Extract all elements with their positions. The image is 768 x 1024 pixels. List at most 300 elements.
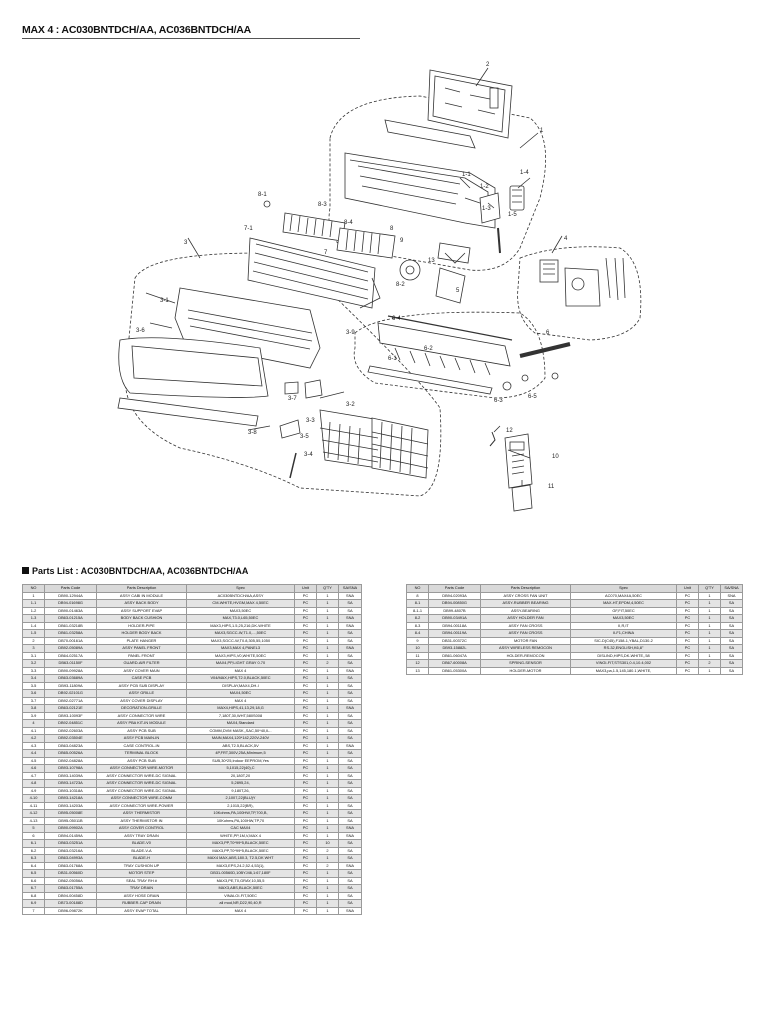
table-cell: DB95-05008E xyxy=(45,810,97,818)
table-cell: 1 xyxy=(699,622,721,630)
table-cell: DB93-10093F xyxy=(45,712,97,720)
callout-6-4: 6-4 xyxy=(392,316,401,322)
table-cell: PC xyxy=(295,712,317,720)
callout-1-4: 1-4 xyxy=(520,170,529,176)
table-cell: SA xyxy=(339,787,362,795)
table-cell: 4-10 xyxy=(23,795,45,803)
table-cell: GF,FIT,50EC xyxy=(571,607,677,615)
table-cell: ASSY THERMISTOR IN xyxy=(97,817,187,825)
table-row xyxy=(23,885,362,893)
column-header: Parts Code xyxy=(429,585,481,593)
table-row xyxy=(407,600,743,608)
table-cell: SNA xyxy=(339,742,362,750)
table-cell: DB61-06047A xyxy=(429,652,481,660)
callout-3-9: 3-9 xyxy=(346,330,355,336)
table-cell: 1 xyxy=(317,877,339,885)
table-row xyxy=(407,607,743,615)
table-row xyxy=(23,600,362,608)
table-cell: 1 xyxy=(317,900,339,908)
table-cell: DB90-03491A xyxy=(429,615,481,623)
table-cell: 2 xyxy=(317,847,339,855)
table-cell: RUBBER-CAP DRAIN xyxy=(97,900,187,908)
table-row xyxy=(23,810,362,818)
table-cell: SA xyxy=(721,660,743,668)
table-cell: PC xyxy=(295,697,317,705)
table-cell: MAX3,HIPS,V0,WHITE,50EC xyxy=(187,652,295,660)
table-cell: 1 xyxy=(317,780,339,788)
table-cell: 2,1015,22(BR), xyxy=(187,802,295,810)
table-cell: 1 xyxy=(317,735,339,743)
spring-sensor-part xyxy=(490,432,495,446)
table-cell: TRAY DRAIN xyxy=(97,885,187,893)
table-cell: ASSY PCB SUB xyxy=(97,727,187,735)
table-cell: ASSY PCB MAIN-IN xyxy=(97,735,187,743)
front-panel-part xyxy=(118,288,320,426)
table-row xyxy=(23,742,362,750)
table-cell: DB93-11809A xyxy=(45,682,97,690)
table-row xyxy=(23,592,362,600)
table-cell: PC xyxy=(677,660,699,668)
table-cell: ABS,T2.5,BLACK,5V xyxy=(187,742,295,750)
table-cell: DB92-03504E xyxy=(45,735,97,743)
table-cell: 3-9 xyxy=(23,712,45,720)
table-cell: BLADE-V-A xyxy=(97,847,187,855)
table-row xyxy=(23,855,362,863)
table-cell: 1 xyxy=(317,667,339,675)
table-cell: DB94-02093A xyxy=(429,592,481,600)
table-cell: MAX3,PP,T0*99*5,BLACK,50EC xyxy=(187,840,295,848)
table-cell: 4-1 xyxy=(23,727,45,735)
table-cell: 3-4 xyxy=(23,675,45,683)
table-cell: HOLDER BODY BACK xyxy=(97,630,187,638)
table-cell: PC xyxy=(295,757,317,765)
table-cell: 2,1007,22(BLU)Y xyxy=(187,795,295,803)
column-header: Parts Code xyxy=(45,585,97,593)
table-cell: SUB,30*25,Indoor EEPROM,Yes xyxy=(187,757,295,765)
table-cell: SA xyxy=(339,817,362,825)
table-cell: 6-6 xyxy=(23,877,45,885)
callout-10: 10 xyxy=(552,454,559,460)
table-cell: SA xyxy=(339,727,362,735)
table-cell: 1-3 xyxy=(23,615,45,623)
table-cell: 3-6 xyxy=(23,690,45,698)
table-cell: 1 xyxy=(699,607,721,615)
table-row xyxy=(23,795,362,803)
table-cell: 1 xyxy=(317,637,339,645)
table-cell: VINALOI-FIT,50EC xyxy=(187,892,295,900)
table-cell: SNA xyxy=(339,907,362,915)
table-cell: SNA xyxy=(339,592,362,600)
table-row xyxy=(23,712,362,720)
table-cell: 1 xyxy=(317,787,339,795)
parts-table-header xyxy=(407,585,743,593)
table-cell: SA xyxy=(339,885,362,893)
table-cell: 1-2 xyxy=(23,607,45,615)
table-cell: 1 xyxy=(317,795,339,803)
table-cell: PC xyxy=(677,667,699,675)
table-cell: DB94-01698G xyxy=(45,600,97,608)
table-cell: PC xyxy=(295,900,317,908)
bullet-square-icon xyxy=(22,567,29,574)
table-row xyxy=(407,637,743,645)
table-cell: PC xyxy=(295,592,317,600)
table-cell: 1 xyxy=(317,690,339,698)
table-cell: 8 xyxy=(407,592,429,600)
table-cell: PC xyxy=(295,630,317,638)
callout-3: 3 xyxy=(184,240,188,246)
table-cell: PC xyxy=(295,682,317,690)
table-cell: SA xyxy=(339,757,362,765)
table-cell: 4-13 xyxy=(23,817,45,825)
table-cell: 6-3 xyxy=(23,855,45,863)
table-cell: MOTOR FAN xyxy=(481,637,571,645)
table-cell: 12 xyxy=(407,660,429,668)
table-cell: DB92-02771A xyxy=(45,697,97,705)
table-cell: SA xyxy=(339,652,362,660)
table-cell: ASSY FAN CROSS xyxy=(481,622,571,630)
callout-11: 11 xyxy=(548,484,555,490)
table-cell: PC xyxy=(295,870,317,878)
table-cell: DB67-60008A xyxy=(429,660,481,668)
table-cell: ASSY FAN CROSS xyxy=(481,630,571,638)
table-cell: SNA xyxy=(339,832,362,840)
table-cell: CM-WHITE,HVGM,MAX 4,50EC xyxy=(187,600,295,608)
table-cell: SA xyxy=(339,877,362,885)
callout-9: 9 xyxy=(400,238,404,244)
table-cell: DB94-01459A xyxy=(45,832,97,840)
table-cell: 1 xyxy=(699,637,721,645)
table-cell: 1-1 xyxy=(23,600,45,608)
table-cell: 6-1 xyxy=(23,840,45,848)
table-cell: 9,180T,26, xyxy=(187,787,295,795)
table-cell: PC xyxy=(295,795,317,803)
table-cell: 1 xyxy=(317,750,339,758)
table-cell: 1 xyxy=(317,742,339,750)
table-row xyxy=(23,615,362,623)
table-cell: 1-4 xyxy=(23,622,45,630)
column-header: NO xyxy=(23,585,45,593)
table-row xyxy=(23,697,362,705)
table-cell: SA xyxy=(339,735,362,743)
table-cell: PC xyxy=(295,772,317,780)
callout-3-3: 3-3 xyxy=(306,418,315,424)
callout-1: 1 xyxy=(540,128,544,134)
table-cell: TRAY CUSHION UP xyxy=(97,862,187,870)
table-cell: 1 xyxy=(317,757,339,765)
table-cell: ASSY PCB SUB DISPLAY xyxy=(97,682,187,690)
table-row xyxy=(23,892,362,900)
table-cell: 1 xyxy=(317,907,339,915)
table-cell: DB93-14218A xyxy=(45,795,97,803)
table-cell: SA xyxy=(721,607,743,615)
table-cell: 4 xyxy=(23,720,45,728)
table-cell: SA xyxy=(339,682,362,690)
table-cell: ASSY THERMISTOR xyxy=(97,810,187,818)
callout-7: 7 xyxy=(324,250,328,256)
table-cell: SA xyxy=(339,795,362,803)
table-cell: ASSY SUPPORT EVAP xyxy=(97,607,187,615)
table-cell: SA xyxy=(721,667,743,675)
table-cell: HOLDER-PIPE xyxy=(97,622,187,630)
table-cell: PC xyxy=(295,652,317,660)
table-row xyxy=(23,750,362,758)
table-cell: 4-4 xyxy=(23,750,45,758)
table-row xyxy=(23,877,362,885)
table-cell: PC xyxy=(295,892,317,900)
table-row xyxy=(23,630,362,638)
table-cell: 4-2 xyxy=(23,735,45,743)
table-cell: 10 xyxy=(317,840,339,848)
table-cell: MAX3,EPS,24.2,52.4,53(1), xyxy=(187,862,295,870)
table-cell: 1 xyxy=(699,592,721,600)
table-cell: ASSY CONNECTOR WIRE-DC SIGNAL xyxy=(97,772,187,780)
table-cell: SA xyxy=(721,630,743,638)
table-cell: 1 xyxy=(317,712,339,720)
table-row xyxy=(407,622,743,630)
column-header: SA/SNA xyxy=(339,585,362,593)
table-row xyxy=(23,900,362,908)
table-row xyxy=(23,825,362,833)
table-cell: ASSY CONNECTOR WIRE-DC SIGNAL xyxy=(97,787,187,795)
callout-3-8: 3-8 xyxy=(248,430,257,436)
table-cell: 5,2895,24, xyxy=(187,780,295,788)
table-cell: SA xyxy=(339,697,362,705)
table-cell: 1 xyxy=(317,870,339,878)
table-cell: PC xyxy=(295,690,317,698)
table-cell: 3-3 xyxy=(23,667,45,675)
table-cell: PC xyxy=(295,802,317,810)
exploded-view-diagram xyxy=(0,48,768,548)
callout-1-2: 1-2 xyxy=(480,184,489,190)
table-cell: SA xyxy=(339,675,362,683)
table-cell: DB61-03218B xyxy=(45,622,97,630)
table-cell: SNA xyxy=(339,705,362,713)
table-cell: DB63-01755A xyxy=(45,885,97,893)
column-header: NO xyxy=(407,585,429,593)
table-cell: 1 xyxy=(317,697,339,705)
table-row xyxy=(407,630,743,638)
table-cell: 1 xyxy=(317,772,339,780)
table-cell: 4-7 xyxy=(23,772,45,780)
table-cell: 1 xyxy=(699,630,721,638)
table-cell: DB93-10798A xyxy=(45,765,97,773)
table-cell: PC xyxy=(295,877,317,885)
table-cell: MOTOR STEP xyxy=(97,870,187,878)
table-cell: PLATE HANGER xyxy=(97,637,187,645)
table-cell: ASSY CONNECTOR WIRE-DC SIGNAL xyxy=(97,780,187,788)
table-cell: 1 xyxy=(699,600,721,608)
table-cell: ASSY CABI IN MODULE xyxy=(97,592,187,600)
holder-motor-part xyxy=(436,268,465,303)
table-cell: 1 xyxy=(317,705,339,713)
callout-3-1: 3-1 xyxy=(160,298,169,304)
table-cell: PC xyxy=(677,637,699,645)
column-header: Unit xyxy=(295,585,317,593)
table-cell: PC xyxy=(677,592,699,600)
table-cell: SA xyxy=(339,802,362,810)
table-row xyxy=(23,667,362,675)
table-cell: PC xyxy=(295,847,317,855)
air-filter-part xyxy=(320,410,428,478)
table-row xyxy=(23,622,362,630)
table-cell: DB63-01150F xyxy=(45,660,97,668)
table-row xyxy=(407,592,743,600)
callout-12: 12 xyxy=(506,428,513,434)
table-row xyxy=(23,787,362,795)
table-cell: PC xyxy=(295,660,317,668)
table-cell: 1 xyxy=(23,592,45,600)
table-cell: SA xyxy=(339,630,362,638)
callout-8-3: 8-3 xyxy=(318,202,327,208)
table-cell: PC xyxy=(295,825,317,833)
table-row xyxy=(23,862,362,870)
table-row xyxy=(23,907,362,915)
table-cell: 1 xyxy=(317,600,339,608)
table-cell: DB92-02101G xyxy=(45,690,97,698)
remote-holder-part xyxy=(512,485,532,511)
table-cell: PC xyxy=(295,840,317,848)
table-cell: PC xyxy=(295,787,317,795)
table-cell: SA xyxy=(721,600,743,608)
table-cell: PC xyxy=(677,645,699,653)
table-row xyxy=(23,735,362,743)
table-cell: DB92-04851C xyxy=(45,720,97,728)
table-cell: MAX 4 xyxy=(187,907,295,915)
table-cell: V04/MAX,HIPS,T2.0,BLACK,50EC xyxy=(187,675,295,683)
callout-3-5: 3-5 xyxy=(300,434,309,440)
table-cell: 1 xyxy=(317,802,339,810)
table-cell: DB90-09902A xyxy=(45,825,97,833)
column-header: SA/SNA xyxy=(721,585,743,593)
table-cell: ASSY PCB SUB xyxy=(97,757,187,765)
table-cell: 1 xyxy=(317,855,339,863)
table-cell: 1 xyxy=(317,765,339,773)
table-cell: MAX3,ABS,BLACK,50EC xyxy=(187,885,295,893)
table-row xyxy=(23,690,362,698)
table-cell: MAX3,MAX 4,PANEL3 xyxy=(187,645,295,653)
table-cell: SA xyxy=(721,652,743,660)
table-row xyxy=(23,802,362,810)
table-cell: PANEL FRONT xyxy=(97,652,187,660)
table-cell: CASE CONTROL-IN xyxy=(97,742,187,750)
back-body-part xyxy=(345,120,495,228)
table-cell: MAX4 MAX,ABS,180.3, T2.5,DK WHT xyxy=(187,855,295,863)
table-cell: 1 xyxy=(317,892,339,900)
table-cell: ASSY HOSE DRAIN xyxy=(97,892,187,900)
table-row xyxy=(23,660,362,668)
callout-7-1: 7-1 xyxy=(244,226,253,232)
table-row xyxy=(23,607,362,615)
table-cell: 1 xyxy=(317,817,339,825)
table-cell: 4-11 xyxy=(23,802,45,810)
table-cell: DB92-02603A xyxy=(45,727,97,735)
table-cell: TERMINAL BLOCK xyxy=(97,750,187,758)
table-row xyxy=(23,720,362,728)
callout-1-3: 1-3 xyxy=(482,206,491,212)
table-cell: 4P,FRT,300V,25A,Minimum,5 xyxy=(187,750,295,758)
table-cell: 1 xyxy=(317,675,339,683)
table-cell: DB93-15882L xyxy=(429,645,481,653)
callout-8-2: 8-2 xyxy=(396,282,405,288)
table-cell: II,R,IT xyxy=(571,622,677,630)
table-cell: DB63-01768A xyxy=(45,862,97,870)
table-cell: 3-2 xyxy=(23,660,45,668)
table-cell: 1 xyxy=(317,810,339,818)
table-cell: MAX4,50EC xyxy=(187,690,295,698)
table-cell: DB63-04823A xyxy=(45,742,97,750)
table-cell: ASSY PANEL FRONT xyxy=(97,645,187,653)
table-cell: MAX4,HIPS,41,13,29,18,G xyxy=(187,705,295,713)
table-row xyxy=(23,840,362,848)
table-cell: 1-5 xyxy=(23,630,45,638)
column-header: Parts Description xyxy=(481,585,571,593)
table-cell: 10Kohms,PA,100HW,TP,70 xyxy=(187,817,295,825)
table-cell: 1 xyxy=(699,645,721,653)
table-cell: SA xyxy=(721,615,743,623)
table-cell: SA xyxy=(339,765,362,773)
table-cell: PC xyxy=(677,652,699,660)
table-cell: 7,180T,30,WHT,580S008 xyxy=(187,712,295,720)
table-cell: DB63-02121E xyxy=(45,705,97,713)
table-cell: PC xyxy=(295,645,317,653)
table-cell: 8-1 xyxy=(407,600,429,608)
table-cell: MAX 4 xyxy=(187,667,295,675)
table-cell: ASSY BACK BODY xyxy=(97,600,187,608)
column-header: Parts Description xyxy=(97,585,187,593)
table-cell: 6-8 xyxy=(23,892,45,900)
table-cell: DB99-4807B xyxy=(429,607,481,615)
table-cell: 3-1 xyxy=(23,652,45,660)
table-cell: MAX3,HIPS,1.5,25,216,DK-WHITE xyxy=(187,622,295,630)
table-cell: DB65-00526A xyxy=(45,750,97,758)
table-cell: HOLDER-REMOCON xyxy=(481,652,571,660)
table-cell: 2 xyxy=(699,660,721,668)
table-cell: 1 xyxy=(317,832,339,840)
title-divider xyxy=(22,38,360,39)
table-cell: PC xyxy=(295,735,317,743)
table-row xyxy=(407,667,743,675)
table-row xyxy=(23,780,362,788)
table-cell: SA xyxy=(339,712,362,720)
table-cell: PC xyxy=(295,750,317,758)
table-cell: AC030BNTDCH/AA,ASSY xyxy=(187,592,295,600)
table-cell: MAX3,50EC xyxy=(571,615,677,623)
table-row xyxy=(23,870,362,878)
table-cell: 3 xyxy=(23,645,45,653)
table-cell: PC xyxy=(295,615,317,623)
table-cell: PC xyxy=(677,622,699,630)
table-cell: PC xyxy=(295,780,317,788)
table-cell: MAX3,PE,T0,GRAY,10,55,5 xyxy=(187,877,295,885)
table-cell: DB63-01215A xyxy=(45,615,97,623)
table-cell: PC xyxy=(295,705,317,713)
table-cell: 1 xyxy=(317,645,339,653)
table-row xyxy=(23,765,362,773)
remote-control-part xyxy=(505,434,532,488)
table-cell: 8-1-1 xyxy=(407,607,429,615)
table-cell: HOLDER-MOTOR xyxy=(481,667,571,675)
table-cell: 20,180T,20 xyxy=(187,772,295,780)
table-cell: 8-4 xyxy=(407,630,429,638)
table-cell: SA xyxy=(721,622,743,630)
column-header: Unit xyxy=(677,585,699,593)
callout-3-2: 3-2 xyxy=(346,402,355,408)
table-cell: MAX-HT,EPDM,4,50EC xyxy=(571,600,677,608)
table-cell: 2 xyxy=(317,862,339,870)
table-cell: 6-7 xyxy=(23,885,45,893)
table-cell: 10Kohms,PA,100HW,TP,700,B, xyxy=(187,810,295,818)
pba-kit-part xyxy=(540,258,625,306)
